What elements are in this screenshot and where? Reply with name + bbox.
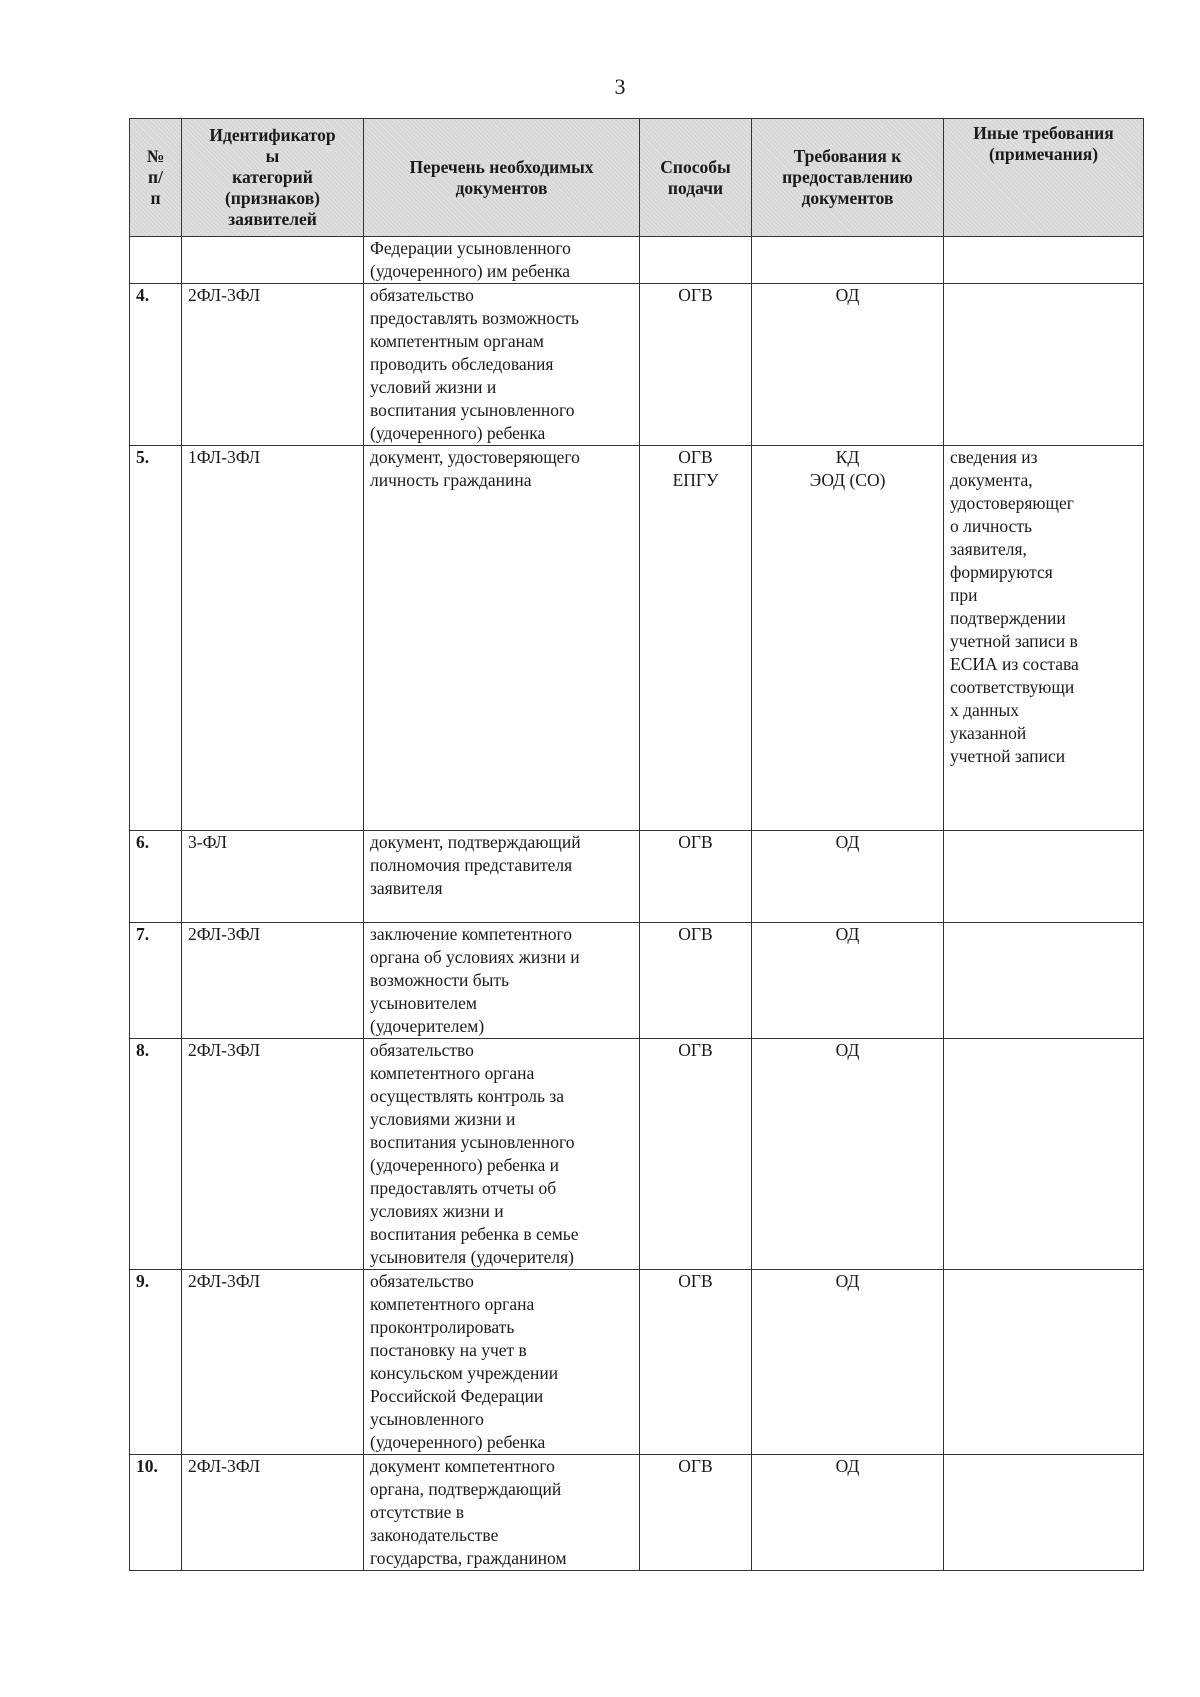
table-header-row xyxy=(130,119,1144,237)
header-other-requirements: Иные требования (примечания) xyxy=(944,119,1144,237)
table-row xyxy=(130,831,1144,923)
header-documents-list: Перечень необходимых документов xyxy=(364,119,640,237)
submission-method: ОГВ xyxy=(640,284,752,446)
document-name: документ, подтверждающий полномочия представителя заявителя xyxy=(364,831,640,923)
page-number: 3 xyxy=(614,74,626,99)
submission-method: ОГВ xyxy=(640,1039,752,1270)
notes xyxy=(944,284,1144,446)
row-number: 10. xyxy=(130,1455,182,1571)
notes xyxy=(944,237,1144,284)
submission-method: ОГВ ЕПГУ xyxy=(640,446,752,831)
submission-method: ОГВ xyxy=(640,831,752,923)
applicant-ids: 2ФЛ-3ФЛ xyxy=(182,284,364,446)
notes xyxy=(944,1039,1144,1270)
row-number: 5. xyxy=(130,446,182,831)
document-requirement: ОД xyxy=(752,1455,944,1571)
document-requirement: ОД xyxy=(752,923,944,1039)
submission-method: ОГВ xyxy=(640,1270,752,1455)
submission-method xyxy=(640,237,752,284)
row-number xyxy=(130,237,182,284)
document-name: заключение компетентного органа об условиях жизни и возможности быть усыновителем (удочерителем) xyxy=(364,923,640,1039)
documents-table xyxy=(129,118,1144,1571)
submission-method: ОГВ xyxy=(640,1455,752,1571)
table-row xyxy=(130,1039,1144,1270)
row-number: 8. xyxy=(130,1039,182,1270)
row-number: 7. xyxy=(130,923,182,1039)
row-number: 6. xyxy=(130,831,182,923)
document-name: обязательство компетентного органа осуществлять контроль за условиями жизни и воспитания усыновленного (удочеренного) ребенка и предоставлять отчеты об условиях жизни и воспитания ребенка в семье усыновителя (удочерителя) xyxy=(364,1039,640,1270)
document-requirement xyxy=(752,237,944,284)
applicant-ids: 3-ФЛ xyxy=(182,831,364,923)
table-row xyxy=(130,237,1144,284)
notes xyxy=(944,1455,1144,1571)
notes: сведения из документа, удостоверяющег о личность заявителя, формируются при подтверждении учетной записи в ЕСИА из состава соответствующи х данных указанной учетной записи xyxy=(944,446,1144,831)
document-name: документ компетентного органа, подтверждающий отсутствие в законодательстве государства, гражданином xyxy=(364,1455,640,1571)
document-name: документ, удостоверяющего личность гражданина xyxy=(364,446,640,831)
table-row xyxy=(130,446,1144,831)
table-row xyxy=(130,1270,1144,1455)
table-body xyxy=(130,237,1144,1571)
row-number: 9. xyxy=(130,1270,182,1455)
applicant-ids xyxy=(182,237,364,284)
document-name: Федерации усыновленного (удочеренного) им ребенка xyxy=(364,237,640,284)
applicant-ids: 2ФЛ-3ФЛ xyxy=(182,1039,364,1270)
row-number: 4. xyxy=(130,284,182,446)
document-requirement: ОД xyxy=(752,831,944,923)
applicant-ids: 1ФЛ-3ФЛ xyxy=(182,446,364,831)
table-row xyxy=(130,284,1144,446)
header-document-requirements: Требования к предоставлению документов xyxy=(752,119,944,237)
header-number: № п/ п xyxy=(130,119,182,237)
notes xyxy=(944,831,1144,923)
applicant-ids: 2ФЛ-3ФЛ xyxy=(182,923,364,1039)
header-applicant-ids: Идентификатор ы категорий (признаков) заявителей xyxy=(182,119,364,237)
applicant-ids: 2ФЛ-3ФЛ xyxy=(182,1270,364,1455)
applicant-ids: 2ФЛ-3ФЛ xyxy=(182,1455,364,1571)
document-requirement: ОД xyxy=(752,284,944,446)
document-requirement: ОД xyxy=(752,1039,944,1270)
table-row xyxy=(130,923,1144,1039)
document-requirement: ОД xyxy=(752,1270,944,1455)
table-row xyxy=(130,1455,1144,1571)
notes xyxy=(944,1270,1144,1455)
document-name: обязательство предоставлять возможность компетентным органам проводить обследования условий жизни и воспитания усыновленного (удочеренного) ребенка xyxy=(364,284,640,446)
notes xyxy=(944,923,1144,1039)
header-submission-methods: Способы подачи xyxy=(640,119,752,237)
document-requirement: КД ЭОД (СО) xyxy=(752,446,944,831)
submission-method: ОГВ xyxy=(640,923,752,1039)
document-name: обязательство компетентного органа проконтролировать постановку на учет в консульском учреждении Российской Федерации усыновленного (удочеренного) ребенка xyxy=(364,1270,640,1455)
